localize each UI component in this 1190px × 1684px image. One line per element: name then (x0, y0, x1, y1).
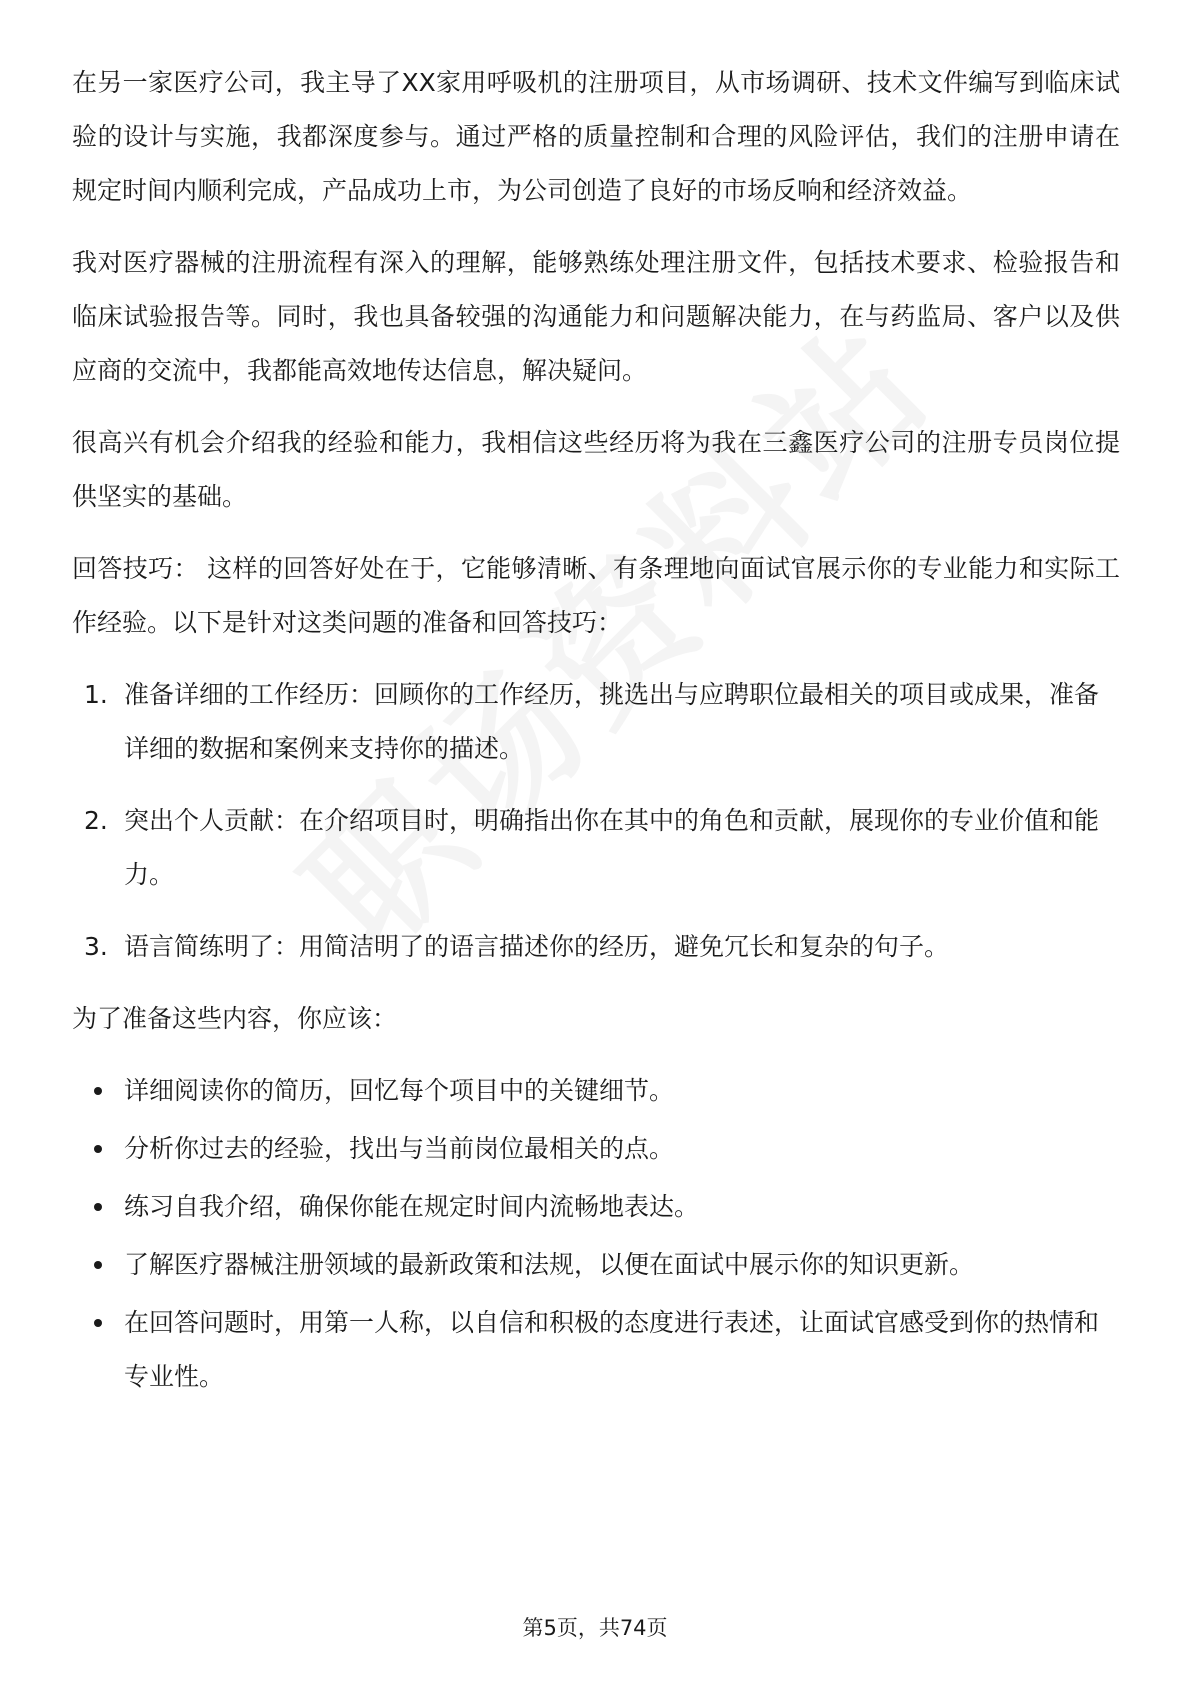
list-number: 1. (84, 680, 108, 709)
list-item (72, 920, 1120, 974)
paragraph-answer-tips: 回答技巧： 这样的回答好处在于，它能够清晰、有条理地向面试官展示你的专业能力和实际工作经验。以下是针对这类问题的准备和回答技巧： (72, 554, 1120, 637)
list-item-text: 练习自我介绍，确保你能在规定时间内流畅地表达。 (124, 1192, 700, 1221)
list-item (72, 1180, 1120, 1234)
list-item (72, 1122, 1120, 1176)
list-item (72, 1238, 1120, 1292)
list-item-text: 准备详细的工作经历：回顾你的工作经历，挑选出与应聘职位最相关的项目或成果，准备详细的数据和案例来支持你的描述。 (124, 680, 1100, 763)
list-item-text: 了解医疗器械注册领域的最新政策和法规，以便在面试中展示你的知识更新。 (124, 1250, 975, 1279)
list-item-text: 分析你过去的经验，找出与当前岗位最相关的点。 (124, 1134, 675, 1163)
bullet-prep-list (72, 1064, 1120, 1404)
list-item (72, 668, 1120, 776)
list-item-text: 在回答问题时，用第一人称，以自信和积极的态度进行表述，让面试官感受到你的热情和专业性。 (124, 1308, 1100, 1391)
numbered-tips-list (72, 668, 1120, 974)
bullet-icon (94, 1319, 102, 1327)
list-item (72, 1296, 1120, 1404)
bullet-icon (94, 1261, 102, 1269)
list-item-text: 语言简练明了：用简洁明了的语言描述你的经历，避免冗长和复杂的句子。 (124, 932, 950, 961)
document-body (72, 56, 1120, 1422)
bullet-icon (94, 1087, 102, 1095)
paragraph-experience: 在另一家医疗公司，我主导了XX家用呼吸机的注册项目，从市场调研、技术文件编写到临床试验的设计与实施，我都深度参与。通过严格的质量控制和合理的风险评估，我们的注册申请在规定时间内顺利完成，产品成功上市，为公司创造了良好的市场反响和经济效益。 (72, 68, 1120, 205)
list-item-text: 突出个人贡献：在介绍项目时，明确指出你在其中的角色和贡献，展现你的专业价值和能力。 (124, 806, 1100, 889)
bullet-icon (94, 1203, 102, 1211)
paragraph-prep-intro: 为了准备这些内容，你应该： (72, 1004, 398, 1033)
list-number: 3. (84, 932, 108, 961)
list-number: 2. (84, 806, 108, 835)
list-item (72, 1064, 1120, 1118)
list-item-text: 详细阅读你的简历，回忆每个项目中的关键细节。 (124, 1076, 675, 1105)
bullet-icon (94, 1145, 102, 1153)
list-item (72, 794, 1120, 902)
paragraph-registration-skills: 我对医疗器械的注册流程有深入的理解，能够熟练处理注册文件，包括技术要求、检验报告和临床试验报告等。同时，我也具备较强的沟通能力和问题解决能力，在与药监局、客户以及供应商的交流中，我都能高效地传达信息，解决疑问。 (72, 248, 1120, 385)
paragraph-closing: 很高兴有机会介绍我的经验和能力，我相信这些经历将为我在三鑫医疗公司的注册专员岗位提供坚实的基础。 (72, 428, 1120, 511)
page-number-footer: 第5页，共74页 (522, 1616, 668, 1640)
